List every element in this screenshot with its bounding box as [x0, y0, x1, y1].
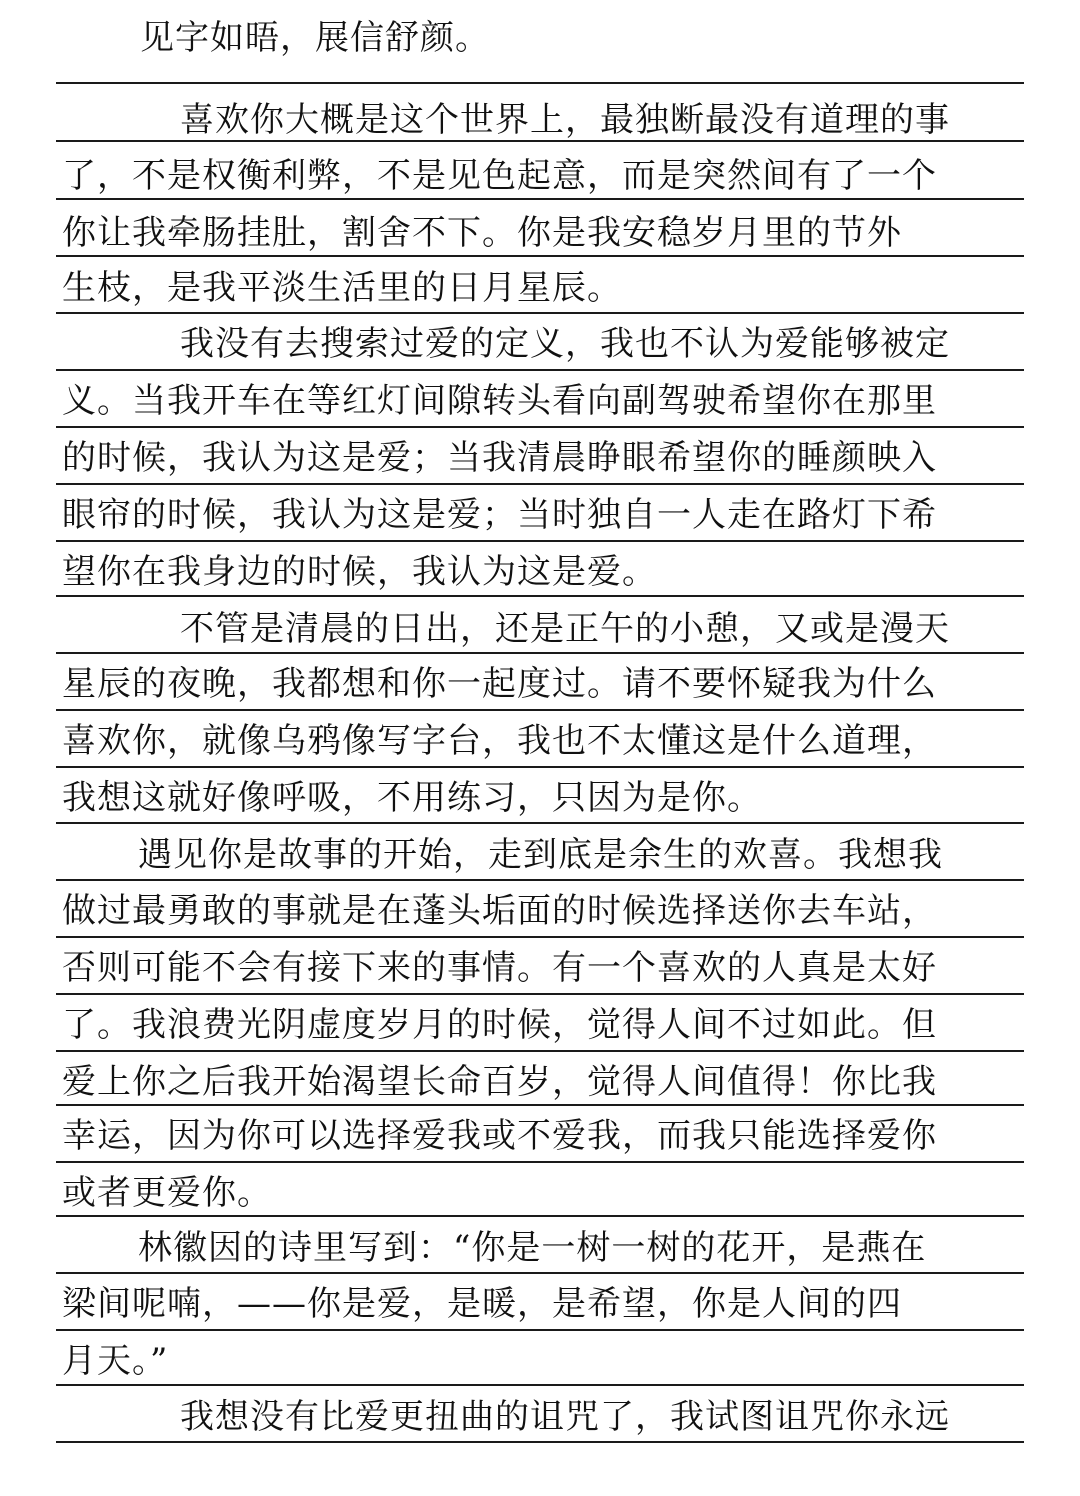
ruled-line	[56, 198, 1024, 200]
ruled-line	[56, 140, 1024, 142]
letter-line: 见字如晤，展信舒颜。	[140, 18, 490, 58]
letter-line: 林徽因的诗里写到：“你是一树一树的花开，是燕在	[138, 1228, 927, 1268]
letter-line: 了，不是权衡利弊，不是见色起意，而是突然间有了一个	[62, 156, 937, 196]
ruled-line	[56, 1329, 1024, 1331]
letter-line: 喜欢你大概是这个世界上，最独断最没有道理的事	[180, 100, 950, 140]
ruled-line	[56, 652, 1024, 654]
letter-line: 梁间呢喃，——你是爱，是暖，是希望，你是人间的四	[62, 1284, 902, 1324]
ruled-line	[56, 255, 1024, 257]
ruled-line	[56, 993, 1024, 995]
letter-line: 我想没有比爱更扭曲的诅咒了，我试图诅咒你永远	[180, 1397, 950, 1437]
letter-line: 幸运，因为你可以选择爱我或不爱我，而我只能选择爱你	[62, 1116, 937, 1156]
ruled-line	[56, 1104, 1024, 1106]
letter-line: 不管是清晨的日出，还是正午的小憩，又或是漫天	[180, 609, 950, 649]
ruled-line	[56, 709, 1024, 711]
letter-line: 遇见你是故事的开始，走到底是余生的欢喜。我想我	[138, 835, 943, 875]
ruled-line	[56, 1272, 1024, 1274]
ruled-line	[56, 595, 1024, 597]
ruled-line	[56, 822, 1024, 824]
ruled-line	[56, 369, 1024, 371]
letter-line: 你让我牵肠挂肚，割舍不下。你是我安稳岁月里的节外	[62, 213, 902, 253]
letter-line: 爱上你之后我开始渴望长命百岁，觉得人间值得！你比我	[62, 1062, 937, 1102]
ruled-line	[56, 1384, 1024, 1386]
letter-line: 生枝，是我平淡生活里的日月星辰。	[62, 268, 622, 308]
letter-line: 或者更爱你。	[62, 1173, 272, 1213]
letter-line: 星辰的夜晚，我都想和你一起度过。请不要怀疑我为什么	[62, 664, 937, 704]
ruled-line	[56, 540, 1024, 542]
letter-line: 做过最勇敢的事就是在蓬头垢面的时候选择送你去车站，	[62, 891, 937, 931]
letter-line: 义。当我开车在等红灯间隙转头看向副驾驶希望你在那里	[62, 381, 937, 421]
ruled-line	[56, 766, 1024, 768]
ruled-line	[56, 312, 1024, 314]
ruled-line	[56, 82, 1024, 84]
ruled-line	[56, 936, 1024, 938]
letter-line: 喜欢你，就像乌鸦像写字台，我也不太懂这是什么道理，	[62, 721, 937, 761]
letter-line: 月天。”	[62, 1341, 169, 1381]
ruled-line	[56, 1161, 1024, 1163]
ruled-line	[56, 1441, 1024, 1443]
ruled-line	[56, 483, 1024, 485]
letter-line: 的时候，我认为这是爱；当我清晨睁眼希望你的睡颜映入	[62, 438, 937, 478]
ruled-line	[56, 426, 1024, 428]
letter-line: 了。我浪费光阴虚度岁月的时候，觉得人间不过如此。但	[62, 1005, 937, 1045]
letter-line: 否则可能不会有接下来的事情。有一个喜欢的人真是太好	[62, 948, 937, 988]
letter-line: 我想这就好像呼吸，不用练习，只因为是你。	[62, 778, 762, 818]
letter-line: 眼帘的时候，我认为这是爱；当时独自一人走在路灯下希	[62, 495, 937, 535]
letter-line: 我没有去搜索过爱的定义，我也不认为爱能够被定	[180, 324, 950, 364]
ruled-line	[56, 879, 1024, 881]
ruled-line	[56, 1050, 1024, 1052]
ruled-line	[56, 1215, 1024, 1217]
letter-line: 望你在我身边的时候，我认为这是爱。	[62, 552, 657, 592]
